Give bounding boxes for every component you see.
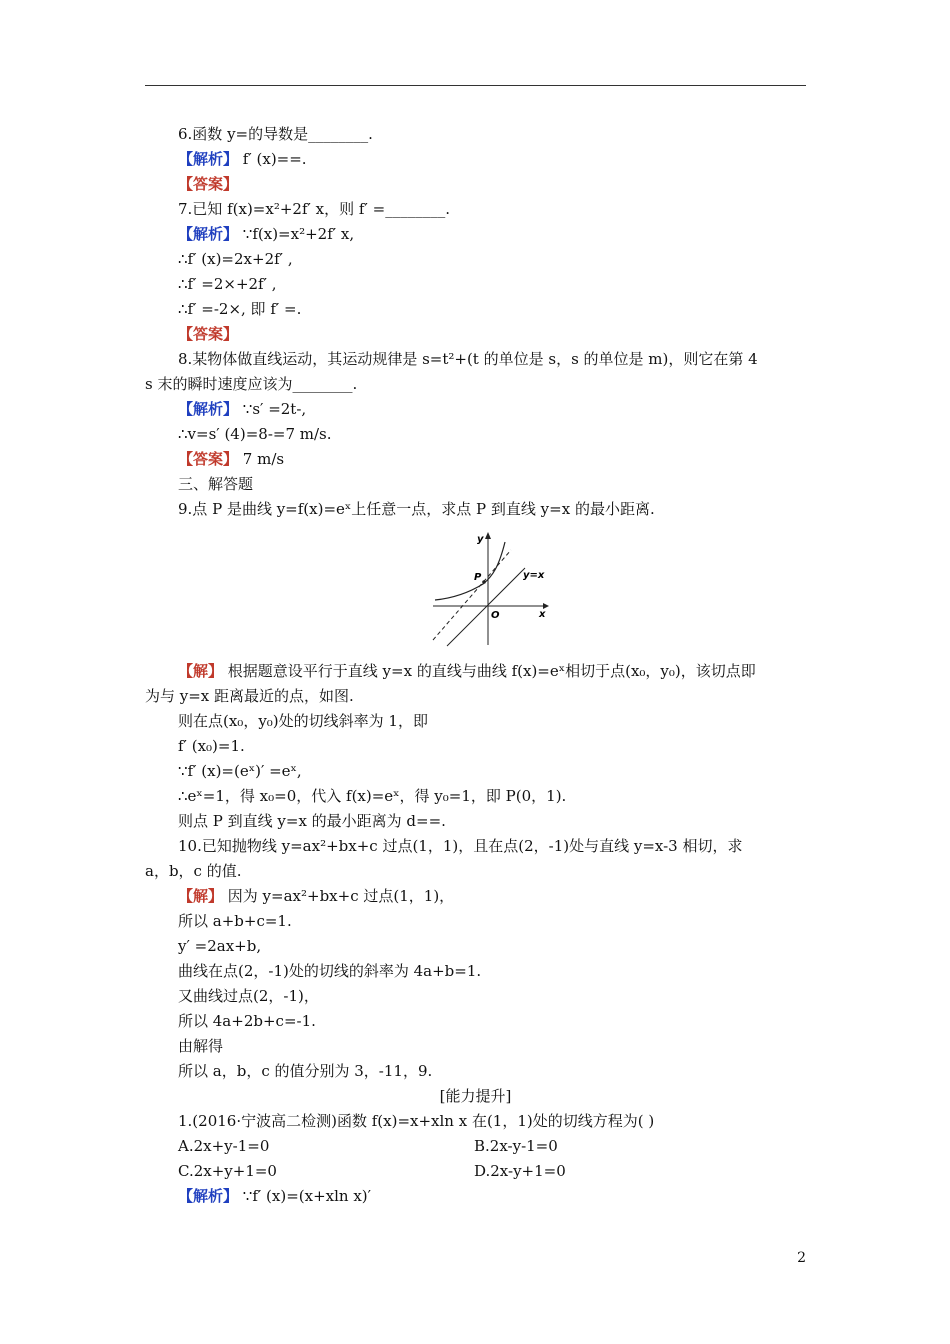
origin-label: O xyxy=(491,610,500,621)
line-text: 为与 y=x 距离最近的点，如图. xyxy=(145,687,354,705)
text-line xyxy=(178,199,450,219)
line-text: 因为 y=ax²+bx+c 过点(1，1)， xyxy=(223,887,455,905)
text-line xyxy=(178,986,319,1006)
answer-tag: 【答案】 xyxy=(178,325,239,343)
line-text: ∵f(x)=x²+2f′ x, xyxy=(238,225,355,243)
line-text: ∵f′ (x)=(eˣ)′ =eˣ, xyxy=(178,762,302,780)
text-line xyxy=(178,349,758,369)
line-label: y=x xyxy=(523,570,545,581)
analysis-tag: 【解析】 xyxy=(178,225,239,243)
point-p xyxy=(482,580,486,584)
text-line xyxy=(474,1136,558,1156)
line-text: 1.(2016·宁波高二检测)函数 f(x)=x+xln x 在(1，1)处的切线方程为( ) xyxy=(178,1112,655,1130)
line-text: 8.某物体做直线运动，其运动规律是 s=t²+(t 的单位是 s，s 的单位是 m)，则它在第 4 xyxy=(178,350,758,368)
line-text: ∴eˣ=1，得 x₀=0，代入 f(x)=eˣ，得 y₀=1，即 P(0，1). xyxy=(178,787,567,805)
section-heading: [能力提升] xyxy=(439,1087,512,1105)
line-text: ∴f′ (x)=2x+2f′ , xyxy=(178,250,293,268)
y-axis-label: y xyxy=(477,534,484,545)
answer-tag: 【答案】 xyxy=(178,450,239,468)
answer-tag: 【答案】 xyxy=(178,175,239,193)
line-text: A.2x+y-1=0 xyxy=(178,1137,270,1155)
line-text: 所以 a，b，c 的值分别为 3，-11，9. xyxy=(178,1062,433,1080)
analysis-tag: 【解析】 xyxy=(178,400,239,418)
text-line xyxy=(178,149,307,169)
text-line xyxy=(178,886,454,906)
line-text: f′ (x)==. xyxy=(238,150,307,168)
text-line xyxy=(178,249,293,269)
text-line xyxy=(178,1186,371,1206)
line-text: 则在点(x₀，y₀)处的切线斜率为 1，即 xyxy=(178,712,428,730)
line-text: 9.点 P 是曲线 y=f(x)=eˣ上任意一点，求点 P 到直线 y=x 的最小距离. xyxy=(178,500,655,518)
text-line xyxy=(145,374,357,394)
text-line xyxy=(178,786,566,806)
line-text: ∴v=s′ (4)=8-=7 m/s. xyxy=(178,425,332,443)
line-text: 根据题意设平行于直线 y=x 的直线与曲线 f(x)=eˣ相切于点(x₀，y₀)，该切点即 xyxy=(223,662,756,680)
line-text: 6.函数 y=的导数是________. xyxy=(178,125,373,143)
line-text: 又曲线过点(2，-1)， xyxy=(178,987,319,1005)
line-y-equals-x xyxy=(447,568,525,646)
line-text: 由解得 xyxy=(178,1037,224,1055)
text-line xyxy=(178,399,306,419)
text-line xyxy=(178,961,481,981)
answer-tag: 【解】 xyxy=(178,887,224,905)
text-line xyxy=(178,474,253,494)
line-text: ∴f′ =2×+2f′ , xyxy=(178,275,277,293)
line-text: a，b，c 的值. xyxy=(145,862,242,880)
line-text: 所以 a+b+c=1. xyxy=(178,912,292,930)
text-line xyxy=(474,1161,566,1181)
line-text: ∵f′ (x)=(x+xln x)′ xyxy=(238,1187,372,1205)
line-text: 10.已知抛物线 y=ax²+bx+c 过点(1，1)，且在点(2，-1)处与直线 y=x-3 相切，求 xyxy=(178,837,743,855)
line-text: y′ =2ax+b, xyxy=(178,937,262,955)
text-line xyxy=(178,1161,277,1181)
exp-curve-figure xyxy=(425,530,550,648)
text-line xyxy=(145,861,241,881)
line-text: s 末的瞬时速度应该为________. xyxy=(145,375,358,393)
line-text: 则点 P 到直线 y=x 的最小距离为 d==. xyxy=(178,812,446,830)
text-line xyxy=(145,686,354,706)
text-line xyxy=(178,324,238,344)
text-line xyxy=(178,661,756,681)
answer-tag: 【解】 xyxy=(178,662,224,680)
text-line xyxy=(178,1036,223,1056)
line-text: B.2x-y-1=0 xyxy=(474,1137,558,1155)
text-line xyxy=(178,449,284,469)
text-line xyxy=(178,1136,269,1156)
text-line xyxy=(178,424,332,444)
text-line xyxy=(178,274,277,294)
line-text: 曲线在点(2，-1)处的切线的斜率为 4a+b=1. xyxy=(178,962,482,980)
text-line xyxy=(178,124,373,144)
line-text: 7 m/s xyxy=(238,450,285,468)
tangent-line-dashed xyxy=(433,550,511,640)
header-rule xyxy=(145,85,806,86)
line-text: C.2x+y+1=0 xyxy=(178,1162,277,1180)
text-line xyxy=(178,936,261,956)
text-line xyxy=(178,1011,316,1031)
text-line xyxy=(178,736,245,756)
page-number: 2 xyxy=(797,1250,806,1266)
text-line xyxy=(178,174,238,194)
line-text: ∴f′ =-2×, 即 f′ =. xyxy=(178,300,302,318)
x-axis-label: x xyxy=(539,609,546,620)
text-line xyxy=(178,499,655,519)
text-line xyxy=(178,711,428,731)
y-axis-arrow xyxy=(485,532,491,539)
text-line xyxy=(178,299,301,319)
point-p-label: P xyxy=(474,572,482,583)
line-text: D.2x-y+1=0 xyxy=(474,1162,566,1180)
line-text: 所以 4a+2b+c=-1. xyxy=(178,1012,316,1030)
analysis-tag: 【解析】 xyxy=(178,1187,239,1205)
text-line xyxy=(178,1061,432,1081)
line-text: 7.已知 f(x)=x²+2f′ x，则 f′ =________. xyxy=(178,200,450,218)
text-line xyxy=(178,811,446,831)
line-text: ∵s′ =2t-, xyxy=(238,400,307,418)
text-line xyxy=(178,1111,654,1131)
text-line xyxy=(178,761,302,781)
analysis-tag: 【解析】 xyxy=(178,150,239,168)
line-text: 三、解答题 xyxy=(178,475,254,493)
exp-curve xyxy=(435,542,505,600)
text-line xyxy=(178,836,743,856)
text-line xyxy=(178,224,354,244)
text-line xyxy=(178,911,292,931)
line-text: f′ (x₀)=1. xyxy=(178,737,245,755)
